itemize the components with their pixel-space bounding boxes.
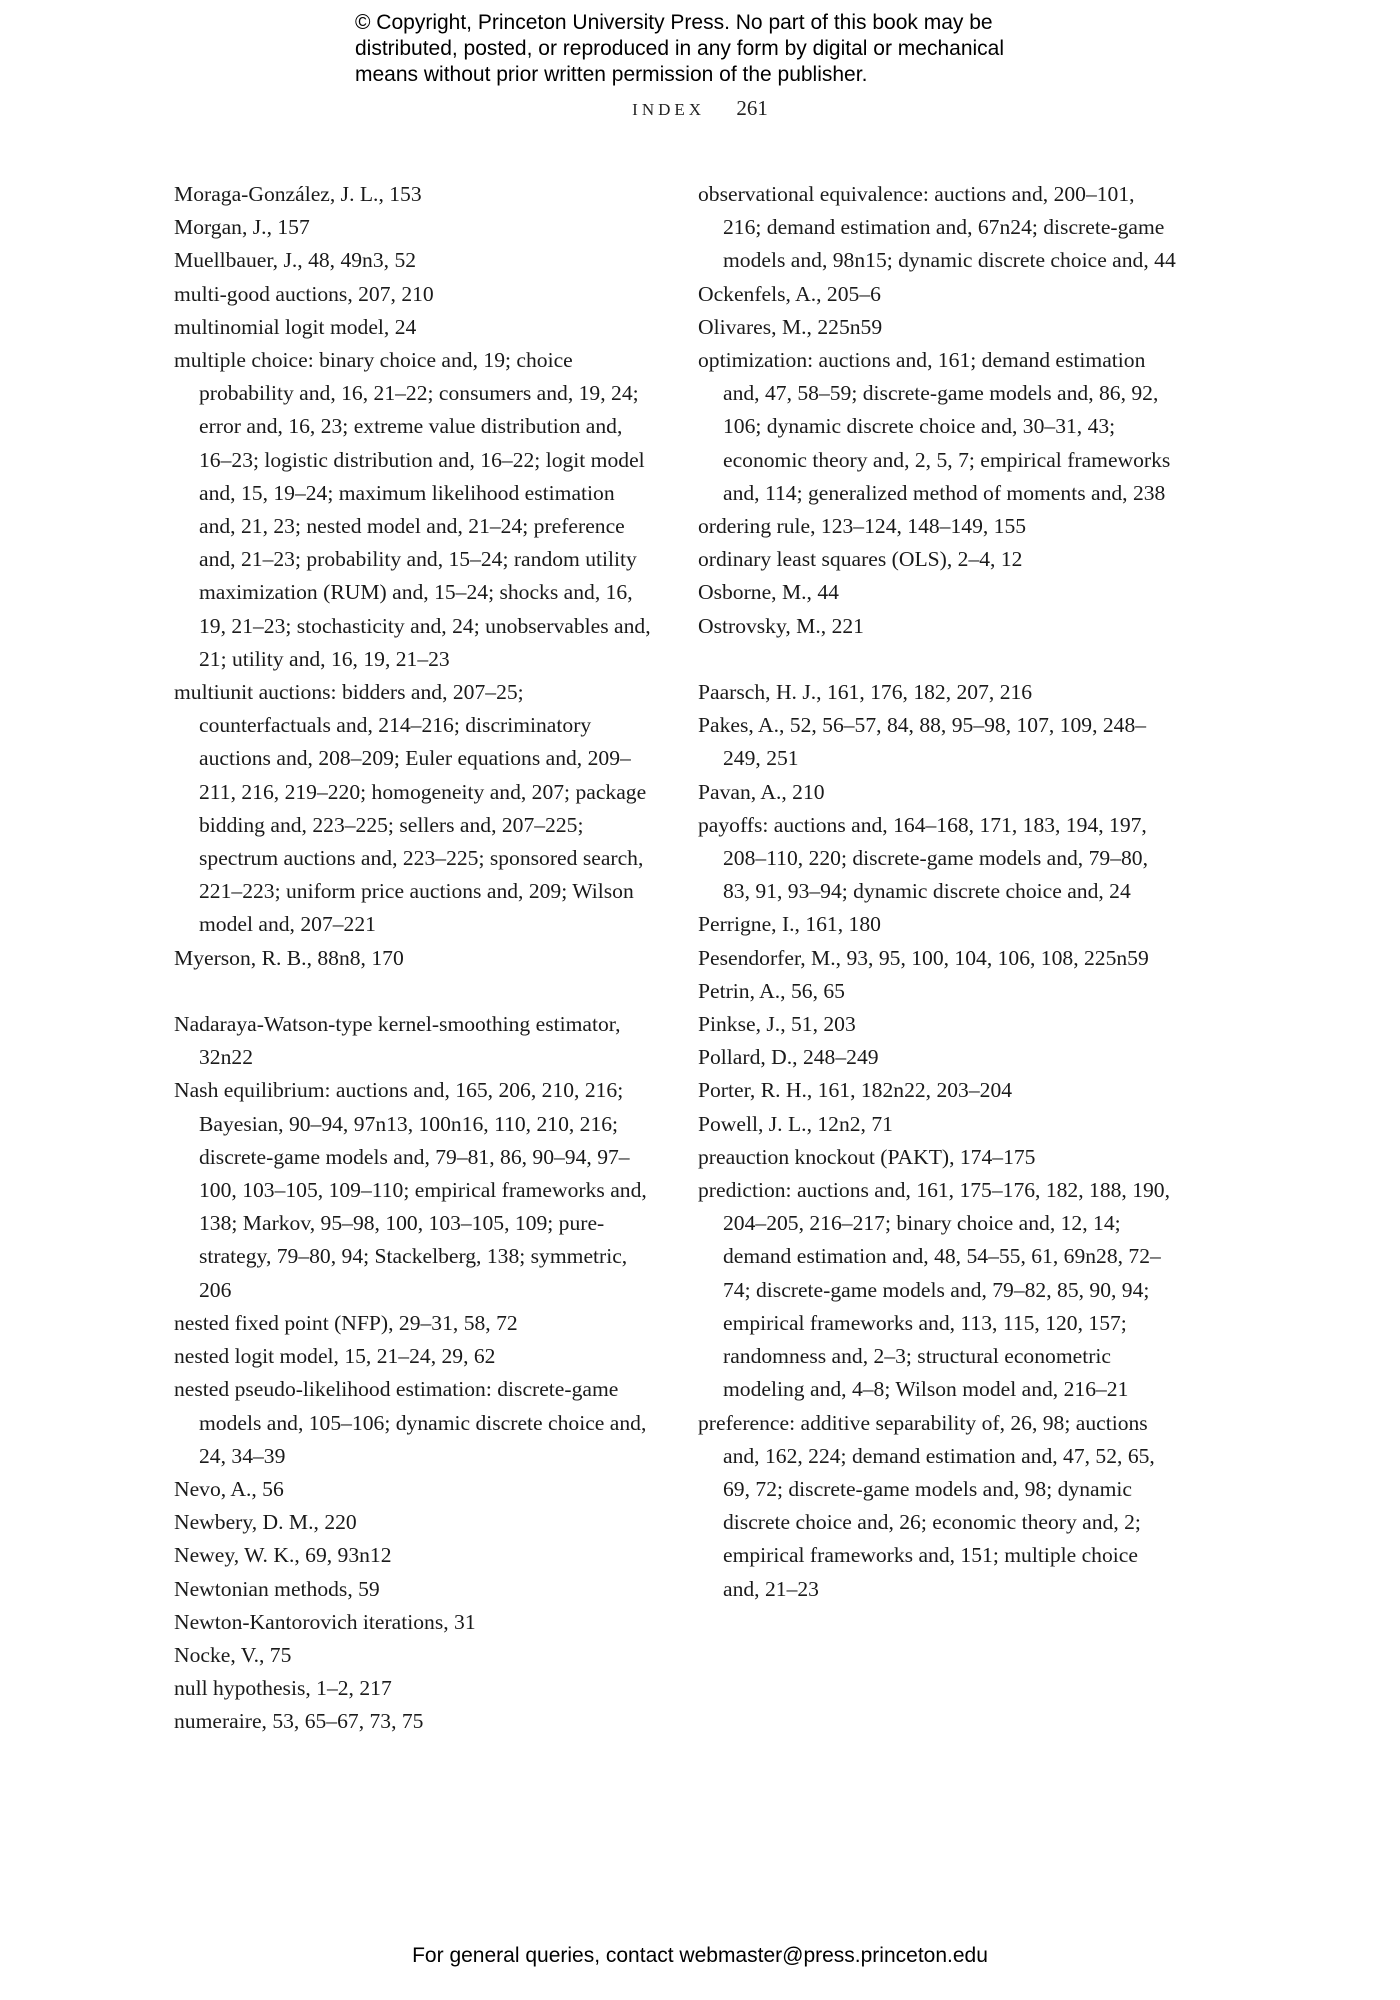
index-entry: nested logit model, 15, 21–24, 29, 62	[174, 1344, 496, 1369]
index-entry: Ockenfels, A., 205–6	[698, 281, 881, 306]
running-head-title: INDEX	[632, 100, 706, 119]
index-entry: observational equivalence: auctions and, 200–101, 216; demand estimation and, 67n24; discrete-game models and, 98n15; dynamic discrete choice and, 44	[698, 182, 1176, 273]
index-entry: Paarsch, H. J., 161, 176, 182, 207, 216	[698, 680, 1033, 705]
index-entry: Moraga-González, J. L., 153	[174, 182, 422, 206]
index-entry: Nadaraya-Watson-type kernel-smoothing estimator, 32n22	[174, 1012, 621, 1070]
index-entry: Pollard, D., 248–249	[698, 1045, 879, 1070]
index-entry: numeraire, 53, 65–67, 73, 75	[174, 1709, 424, 1734]
index-entry: Pesendorfer, M., 93, 95, 100, 104, 106, 108, 225n59	[698, 945, 1149, 970]
footer-contact: For general queries, contact webmaster@press.princeton.edu	[412, 1944, 988, 1967]
index-entry: Petrin, A., 56, 65	[698, 978, 845, 1003]
copyright-notice	[355, 10, 1115, 88]
copyright-line: © Copyright, Princeton University Press. No part of this book may be	[355, 11, 993, 34]
index-entry: Newton-Kantorovich iterations, 31	[174, 1609, 476, 1634]
index-entry: Muellbauer, J., 48, 49n3, 52	[174, 248, 417, 273]
index-entry: nested pseudo-likelihood estimation: discrete-game models and, 105–106; dynamic discrete choice and, 24, 34–39	[174, 1377, 647, 1468]
letter-group-gap	[174, 975, 654, 1008]
index-entry: Morgan, J., 157	[174, 215, 310, 240]
index-entry: preauction knockout (PAKT), 174–175	[698, 1144, 1036, 1169]
index-entry: Newey, W. K., 69, 93n12	[174, 1543, 392, 1568]
index-entry: Pinkse, J., 51, 203	[698, 1012, 856, 1037]
page-number: 261	[736, 96, 768, 120]
index-entry: ordinary least squares (OLS), 2–4, 12	[698, 547, 1023, 572]
index-entry: Powell, J. L., 12n2, 71	[698, 1111, 893, 1136]
index-entry: Nash equilibrium: auctions and, 165, 206, 210, 216; Bayesian, 90–94, 97n13, 100n16, 110, 210, 216; discrete-game models and, 79–81, 86, 90–94, 97–100, 103–105, 109–110; empirical frameworks and, 138; Markov, 95–98, 100, 103–105, 109; pure-strategy, 79–80, 94; Stackelberg, 138; symmetric, 206	[174, 1078, 647, 1302]
letter-group-gap	[698, 643, 1178, 676]
index-entry: Ostrovsky, M., 221	[698, 613, 864, 638]
index-entry: Pavan, A., 210	[698, 779, 825, 804]
index-entry: multiple choice: binary choice and, 19; choice probability and, 16, 21–22; consumers and, 19, 24; error and, 16, 23; extreme value distribution and, 16–23; logistic distribution and, 16–22; logit model and, 15, 19–24; maximum likelihood estimation and, 21, 23; nested model and, 21–24; preference and, 21–23; probability and, 15–24; random utility maximization (RUM) and, 15–24; shocks and, 16, 19, 21–23; stochasticity and, 24; unobservables and, 21; utility and, 16, 19, 21–23	[174, 348, 651, 671]
copyright-line: distributed, posted, or reproduced in any form by digital or mechanical	[355, 37, 1005, 60]
index-entry: multinomial logit model, 24	[174, 314, 417, 339]
index-column-left	[174, 178, 654, 1739]
index-entry: multiunit auctions: bidders and, 207–25; counterfactuals and, 214–216; discriminatory auctions and, 208–209; Euler equations and, 209–211, 216, 219–220; homogeneity and, 207; package bidding and, 223–225; sellers and, 207–225; spectrum auctions and, 223–225; sponsored search, 221–223; uniform price auctions and, 209; Wilson model and, 207–221	[174, 680, 647, 937]
index-entry: ordering rule, 123–124, 148–149, 155	[698, 514, 1027, 539]
index-entry: Porter, R. H., 161, 182n22, 203–204	[698, 1078, 1013, 1103]
index-entry: Nevo, A., 56	[174, 1476, 284, 1501]
index-entry: preference: additive separability of, 26, 98; auctions and, 162, 224; demand estimation and, 47, 52, 65, 69, 72; discrete-game models and, 98; dynamic discrete choice and, 26; economic theory and, 2; empirical frameworks and, 151; multiple choice and, 21–23	[698, 1410, 1155, 1601]
copyright-line: means without prior written permission of the publisher.	[355, 63, 868, 86]
index-entry: prediction: auctions and, 161, 175–176, 182, 188, 190, 204–205, 216–217; binary choice and, 12, 14; demand estimation and, 48, 54–55, 61, 69n28, 72–74; discrete-game models and, 79–82, 85, 90, 94; empirical frameworks and, 113, 115, 120, 157; randomness and, 2–3; structural econometric modeling and, 4–8; Wilson model and, 216–21	[698, 1178, 1171, 1402]
index-entry: Pakes, A., 52, 56–57, 84, 88, 95–98, 107, 109, 248–249, 251	[698, 713, 1147, 771]
index-entry: null hypothesis, 1–2, 217	[174, 1676, 392, 1701]
index-entry: multi-good auctions, 207, 210	[174, 281, 434, 306]
index-entry: Newbery, D. M., 220	[174, 1510, 357, 1535]
index-entry: payoffs: auctions and, 164–168, 171, 183, 194, 197, 208–110, 220; discrete-game models and, 79–80, 83, 91, 93–94; dynamic discrete choice and, 24	[698, 812, 1148, 904]
index-entry: Newtonian methods, 59	[174, 1576, 380, 1601]
index-entry: Nocke, V., 75	[174, 1642, 292, 1667]
index-entry: Myerson, R. B., 88n8, 170	[174, 945, 404, 970]
index-entry: Osborne, M., 44	[698, 580, 839, 605]
index-column-right	[698, 178, 1178, 1606]
index-entry: Olivares, M., 225n59	[698, 314, 883, 339]
index-entry: Perrigne, I., 161, 180	[698, 912, 881, 937]
index-entry: nested fixed point (NFP), 29–31, 58, 72	[174, 1310, 518, 1335]
index-entry: optimization: auctions and, 161; demand estimation and, 47, 58–59; discrete-game models and, 86, 92, 106; dynamic discrete choice and, 30–31, 43; economic theory and, 2, 5, 7; empirical frameworks and, 114; generalized method of moments and, 238	[698, 348, 1171, 505]
running-head	[0, 96, 1400, 121]
